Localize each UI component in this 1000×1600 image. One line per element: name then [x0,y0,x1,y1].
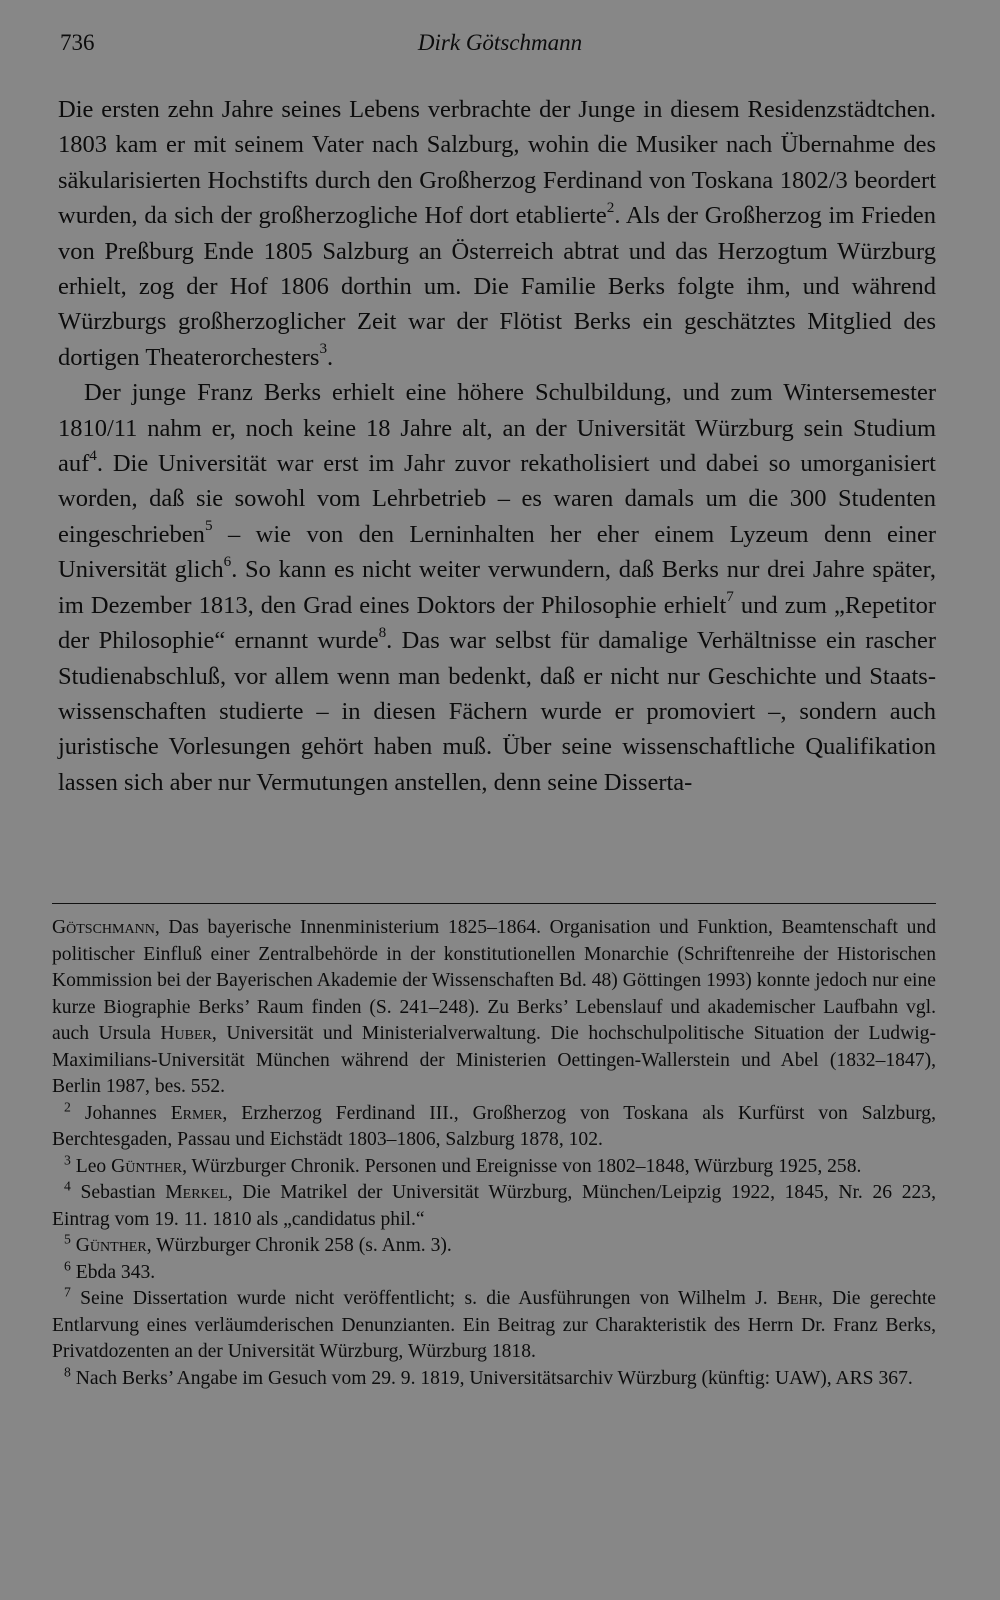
footnotes [52,915,936,1392]
author-name: Ermer [170,1102,223,1124]
text-run: Die ersten zehn Jahre seines Lebens verbrachte der Junge in diesem Residenzstädtchen. 1803 kam er mit seinem Vater nach Salzburg, wohin die Musiker nach Übernahme des säkularisierten Hochstifts durch den Großherzog Ferdinand von Toskana 1802/3 beordert wurden, da sich der großherzogliche Hof dort etablierte [58,96,936,230]
page-number: 736 [60,30,95,55]
footnote-number: 6 [64,1257,71,1273]
footnote-number: 2 [64,1098,71,1114]
text-run: . Als der Großherzog im Frieden von Preßburg Ende 1805 Salzburg an Österreich abtrat und das Herzogtum Würzburg erhielt, zog der Hof 1806 dorthin um. Die Familie Berks folgte ihm, und während Würzburgs großherzoglicher Zeit war der Flötist Berks ein geschätztes Mitglied des dortigen Theaterorchesters [58,202,936,371]
footnote-number: 4 [64,1178,71,1194]
text-run: , Das bayerische Innenministerium 1825–1864. Organisation und Funktion, Beamtenschaft und politischer Einfluß einer Zentralbehörde in der konstitutionellen Monarchie (Schriftenreihe der Historischen Kommission bei der Bayerischen Akademie der Wissenschaften Bd. 48) Göttingen 1993) konnte jedoch nur eine kurze Biographie Berks’ Raum finden (S. 241–248). Zu Berks’ Lebenslauf und akademischer Laufbahn vgl. auch Ursula [52,917,936,1044]
paragraph [58,92,936,375]
text-run: Ebda 343. [70,1261,156,1283]
author-name: Behr [776,1288,818,1309]
text-run: Leo [70,1155,112,1177]
footnote-reference: 7 [726,588,734,606]
author-name: Götschmann [52,917,155,938]
footnote-number: 7 [64,1284,71,1300]
author-name: Merkel [165,1182,228,1203]
text-run: Nach Berks’ Angabe im Gesuch vom 29. 9. 1819, Universitätsarchiv Würzburg (künftig: UAW), ARS 367. [70,1367,913,1389]
footnote [52,1233,936,1260]
author-name: Huber [160,1023,212,1044]
footnote-reference: 4 [89,446,97,464]
footnote [52,915,936,1101]
footnote-reference: 8 [378,623,387,641]
text-run: Johannes [70,1102,171,1124]
footnote-reference: 5 [204,517,213,535]
text-run: Der junge Franz Berks erhielt eine höhere Schulbildung, und zum Wintersemester 1810/11 nahm er, noch keine 18 Jahre alt, an der Universität Würzburg sein Studium auf [58,379,936,478]
footnote [52,1098,936,1154]
text-run: – wie von den Lerninhalten her eher einem Lyzeum denn einer Universität glich [58,520,936,584]
footnote-number: 8 [64,1363,71,1379]
footnote-reference: 3 [319,340,328,358]
text-run: Sebastian [70,1182,166,1203]
main-text [58,92,936,800]
text-run: Seine Dissertation wurde nicht veröffentlicht; s. die Ausführungen von Wilhelm J. [70,1288,777,1309]
author-name: Günther [75,1235,147,1256]
text-run: , Die gerechte Entlarvung eines verläumderischen Denunzianten. Ein Beitrag zur Charakteristik des Herrn Dr. Franz Berks, Privatdozenten an der Universität Würzburg, Würzburg 1818. [52,1288,936,1362]
text-run: und zum „Repetitor der Philosophie“ ernannt wurde [58,591,936,655]
text-run: , Würzburger Chronik. Personen und Ereignisse von 1802–1848, Würzburg 1925, 258. [182,1155,862,1177]
text-run: , Erzherzog Ferdinand III., Großherzog von Toskana als Kurfürst von Salzburg, Berchtesgaden, Passau und Eichstädt 1803–1806, Salzburg 1878, 102. [52,1102,936,1150]
paragraph [58,375,936,800]
running-title: Dirk Götschmann [417,30,583,55]
running-head [52,30,948,60]
footnote [52,1257,936,1287]
text-run: . Die Universität war erst im Jahr zuvor rekatholisiert und dabei so umorganisiert worden, daß sie sowohl vom Lehrbetrieb – es waren damals um die 300 Studenten eingeschrieben [58,450,936,548]
text-run: . Das war selbst für damalige Verhältnisse ein rascher Studienabschluß, vor allem wenn man bedenkt, daß er nicht nur Geschichte und Staatswissenschaften studierte – in diesen Fächern wurde er promoviert –, sondern auch juristische Vorlesungen gehört haben muß. Über seine wissenschaftliche Qualifikation lassen sich aber nur Vermutungen anstellen, denn seine Disserta- [58,627,936,796]
footnote-separator [52,903,936,904]
text-run: , Würzburger Chronik 258 (s. Anm. 3). [146,1235,452,1256]
footnote-reference: 2 [606,198,615,216]
author-name: Günther [111,1155,183,1177]
text-run: . So kann es nicht weiter verwundern, daß Berks nur drei Jahre später, im Dezember 1813, den Grad eines Doktors der Philosophie erhielt [58,556,936,619]
footnote-number: 5 [64,1231,71,1247]
footnote [52,1151,936,1181]
footnote [52,1363,936,1393]
text-run: , Die Matrikel der Universität Würzburg, München/Leipzig 1922, 1845, Nr. 26 223, Eintrag vom 19. 11. 1810 als „candidatus phil.“ [52,1182,936,1230]
footnote [52,1180,936,1233]
footnote-reference: 6 [223,552,232,570]
text-run: , Universität und Ministerialverwaltung. Die hochschulpolitische Situation der Ludwig-Maximilians-Universität München während der Ministerien Oettingen-Wallerstein und Abel (1832–1847), Berlin 1987, bes. 552. [52,1023,936,1097]
footnote [52,1286,936,1366]
text-run: . [327,343,334,371]
footnote-number: 3 [64,1151,71,1167]
